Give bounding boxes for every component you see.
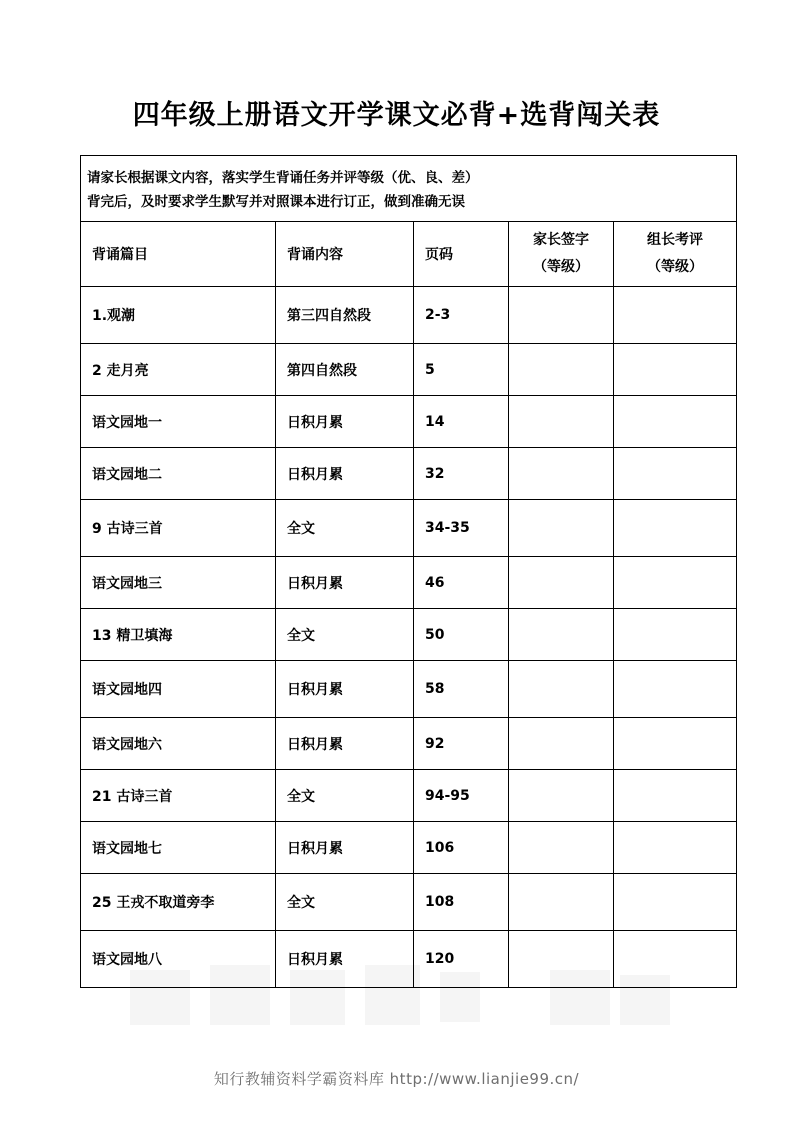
cell-page: 46 (414, 557, 509, 609)
cell-leader-review[interactable] (614, 661, 737, 718)
cell-parent-signature[interactable] (509, 557, 614, 609)
header-page: 页码 (414, 222, 509, 287)
cell-item: 语文园地七 (81, 822, 276, 874)
cell-leader-review[interactable] (614, 609, 737, 661)
cell-parent-signature[interactable] (509, 770, 614, 822)
table-row (81, 448, 737, 500)
cell-content: 全文 (276, 874, 414, 931)
table-row (81, 661, 737, 718)
cell-page: 50 (414, 609, 509, 661)
cell-parent-signature[interactable] (509, 718, 614, 770)
table-row (81, 931, 737, 988)
cell-content: 日积月累 (276, 557, 414, 609)
table-row (81, 287, 737, 344)
header-parent-signature-line2: （等级） (533, 259, 589, 275)
recitation-table (80, 155, 737, 988)
page-title: 四年级上册语文开学课文必背+选背闯关表 (132, 100, 661, 131)
cell-parent-signature[interactable] (509, 874, 614, 931)
header-item: 背诵篇目 (81, 222, 276, 287)
cell-page: 2-3 (414, 287, 509, 344)
table-row (81, 718, 737, 770)
cell-item: 25 王戎不取道旁李 (81, 874, 276, 931)
cell-item: 21 古诗三首 (81, 770, 276, 822)
cell-parent-signature[interactable] (509, 500, 614, 557)
cell-parent-signature[interactable] (509, 448, 614, 500)
cell-parent-signature[interactable] (509, 661, 614, 718)
cell-leader-review[interactable] (614, 557, 737, 609)
cell-content: 第四自然段 (276, 344, 414, 396)
cell-page: 5 (414, 344, 509, 396)
cell-item: 语文园地二 (81, 448, 276, 500)
cell-leader-review[interactable] (614, 874, 737, 931)
table-row (81, 874, 737, 931)
table-row (81, 557, 737, 609)
cell-leader-review[interactable] (614, 287, 737, 344)
cell-content: 日积月累 (276, 396, 414, 448)
cell-page: 94-95 (414, 770, 509, 822)
cell-content: 日积月累 (276, 718, 414, 770)
cell-item: 语文园地八 (81, 931, 276, 988)
header-parent-signature-line1: 家长签字 (533, 232, 589, 248)
table-row (81, 396, 737, 448)
table-row (81, 609, 737, 661)
cell-leader-review[interactable] (614, 344, 737, 396)
footer-source-text: 知行教辅资料学霸资料库 http://www.lianjie99.cn/ (213, 1070, 580, 1088)
cell-content: 日积月累 (276, 448, 414, 500)
cell-parent-signature[interactable] (509, 822, 614, 874)
cell-leader-review[interactable] (614, 718, 737, 770)
cell-item: 13 精卫填海 (81, 609, 276, 661)
cell-page: 14 (414, 396, 509, 448)
cell-parent-signature[interactable] (509, 931, 614, 988)
cell-page: 106 (414, 822, 509, 874)
cell-item: 语文园地六 (81, 718, 276, 770)
cell-content: 日积月累 (276, 661, 414, 718)
intro-cell (81, 156, 737, 222)
cell-parent-signature[interactable] (509, 344, 614, 396)
cell-parent-signature[interactable] (509, 609, 614, 661)
cell-leader-review[interactable] (614, 396, 737, 448)
header-row (81, 222, 737, 287)
header-parent-signature (509, 222, 614, 287)
intro-line-1: 请家长根据课文内容，落实学生背诵任务并评等级（优、良、差） (87, 169, 479, 186)
cell-page: 32 (414, 448, 509, 500)
header-leader-review-line1: 组长考评 (647, 232, 704, 248)
cell-content: 日积月累 (276, 931, 414, 988)
cell-page: 120 (414, 931, 509, 988)
table-row (81, 770, 737, 822)
intro-row (81, 156, 737, 222)
cell-content: 日积月累 (276, 822, 414, 874)
cell-leader-review[interactable] (614, 931, 737, 988)
cell-parent-signature[interactable] (509, 396, 614, 448)
cell-item: 语文园地一 (81, 396, 276, 448)
cell-content: 全文 (276, 609, 414, 661)
cell-item: 2 走月亮 (81, 344, 276, 396)
cell-leader-review[interactable] (614, 822, 737, 874)
cell-item: 语文园地四 (81, 661, 276, 718)
cell-item: 语文园地三 (81, 557, 276, 609)
cell-page: 34-35 (414, 500, 509, 557)
cell-item: 1.观潮 (81, 287, 276, 344)
table-row (81, 822, 737, 874)
table-row (81, 344, 737, 396)
cell-page: 92 (414, 718, 509, 770)
cell-content: 全文 (276, 500, 414, 557)
table-row (81, 500, 737, 557)
cell-leader-review[interactable] (614, 770, 737, 822)
cell-content: 全文 (276, 770, 414, 822)
cell-parent-signature[interactable] (509, 287, 614, 344)
cell-content: 第三四自然段 (276, 287, 414, 344)
cell-leader-review[interactable] (614, 500, 737, 557)
cell-page: 58 (414, 661, 509, 718)
cell-item: 9 古诗三首 (81, 500, 276, 557)
cell-leader-review[interactable] (614, 448, 737, 500)
header-leader-review (614, 222, 737, 287)
header-content: 背诵内容 (276, 222, 414, 287)
cell-page: 108 (414, 874, 509, 931)
header-leader-review-line2: （等级） (647, 259, 704, 275)
intro-line-2: 背完后，及时要求学生默写并对照课本进行订正，做到准确无误 (87, 193, 465, 210)
